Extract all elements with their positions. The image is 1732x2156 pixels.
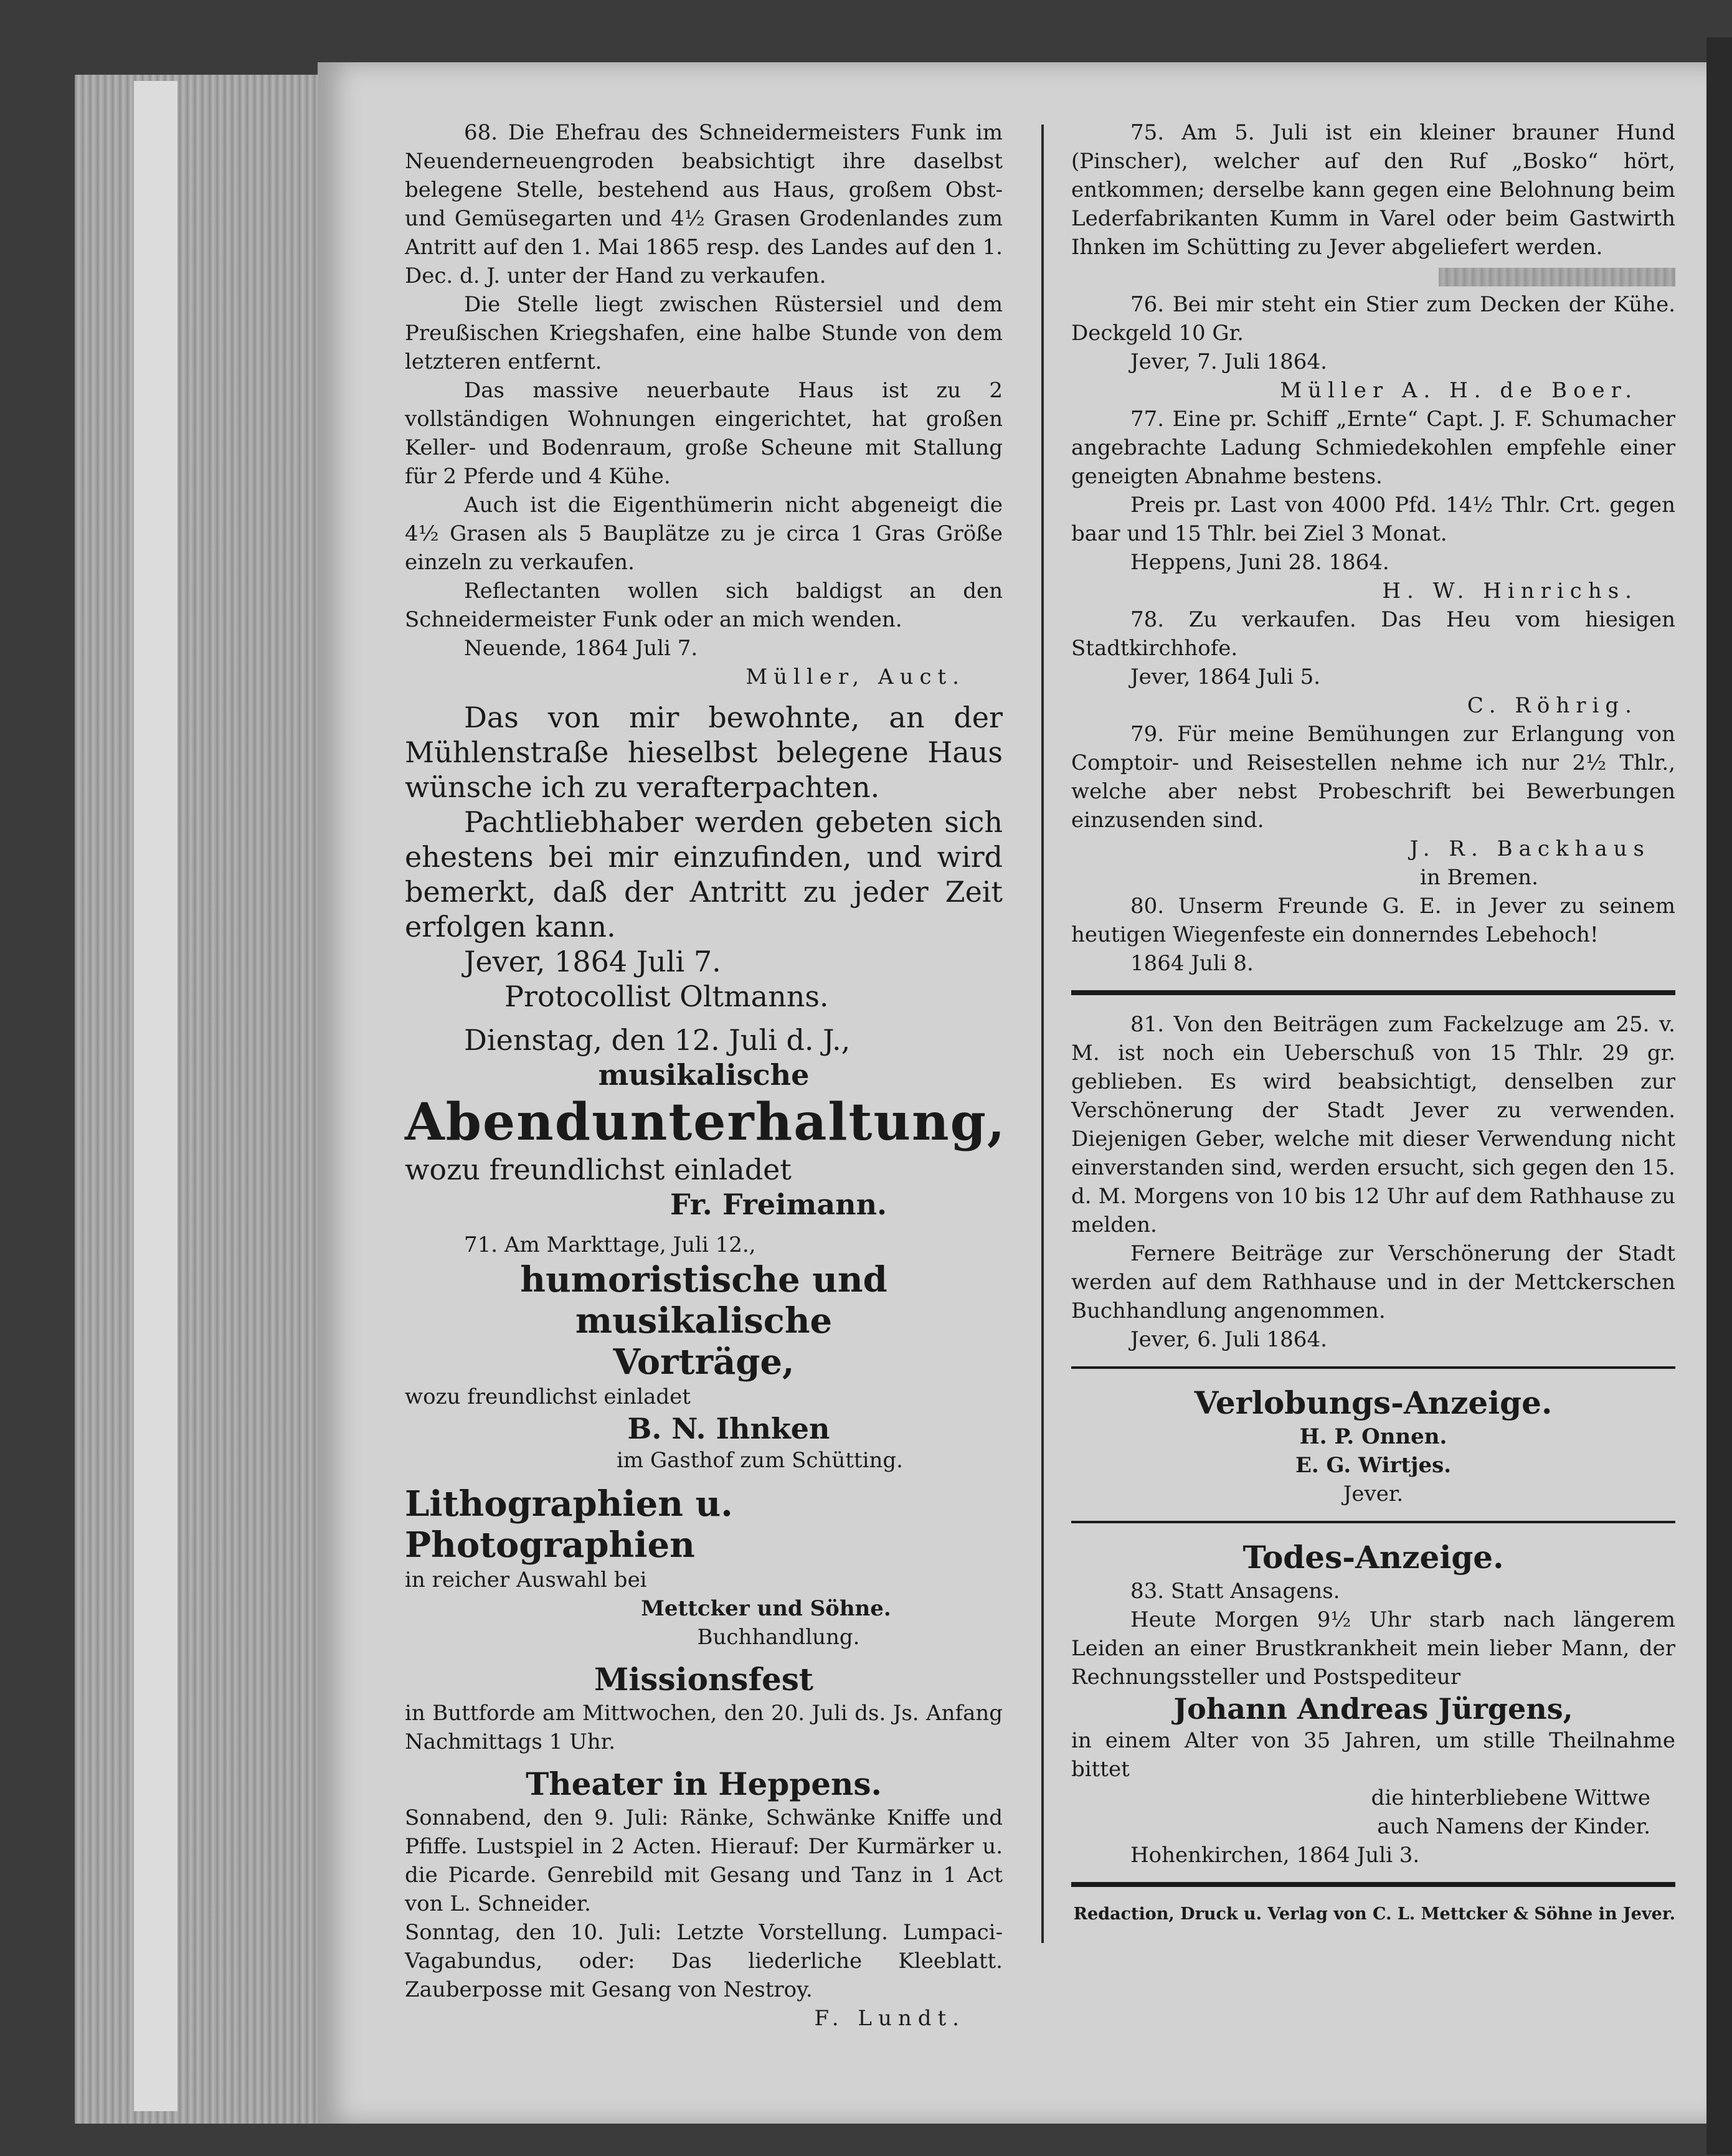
left-column — [405, 118, 1006, 2033]
ad-78-text: 78. Zu verkaufen. Das Heu vom hiesigen Stadtkirchhofe. — [1071, 607, 1675, 661]
ad-70-title: Abendunterhaltung, — [405, 1092, 1006, 1152]
ad-71-invite: wozu freundlichst einladet — [405, 1384, 691, 1409]
ad-79-place: in Bremen. — [1419, 865, 1538, 890]
ad-78-date: Jever, 1864 Juli 5. — [1130, 664, 1321, 689]
ad-81-date: Jever, 6. Juli 1864. — [1130, 1327, 1327, 1352]
ad-68-para-3: Das massive neuerbaute Haus ist zu 2 vollständigen Wohnungen eingerichtet, hat großen Keller- und Bodenraum, große Scheune mit Stallung für 2 Pferde und 4 Kühe. — [405, 378, 1003, 489]
ad-83-date: Hohenkirchen, 1864 Juli 3. — [1130, 1843, 1420, 1868]
ad-68-date: Neuende, 1864 Juli 7. — [464, 636, 698, 661]
theater-sunday: Sonntag, den 10. Juli: Letzte Vorstellung. Lumpaci-Vagabundus, oder: Das liederliche Kleeblatt. Zauberposse mit Gesang von Nestroy. — [405, 1920, 1003, 2002]
theater-title: Theater in Heppens. — [526, 1766, 882, 1802]
section-rule — [1071, 1882, 1675, 1887]
engagement-place: Jever. — [1343, 1482, 1404, 1506]
ad-77-price: Preis pr. Last von 4000 Pfd. 14½ Thlr. Crt. gegen baar und 15 Thlr. bei Ziel 3 Monat. — [1071, 493, 1675, 546]
ad-79-signature: J. R. Backhaus — [1409, 836, 1650, 861]
ad-69-para-2: Pachtliebhaber werden gebeten sich ehestens bei mir einzufinden, und wird bemerkt, daß der Antritt zu jeder Zeit erfolgen kann. — [405, 805, 1003, 943]
imprint: Redaction, Druck u. Verlag von C. L. Mettcker & Söhne in Jever. — [1073, 1904, 1675, 1924]
ad-81-text-2: Fernere Beiträge zur Verschönerung der Stadt werden auf dem Rathhause und in der Mettckerschen Buchhandlung angenommen. — [1071, 1241, 1675, 1323]
theater-signature: F. Lundt. — [814, 2006, 965, 2031]
engagement-name-2: E. G. Wirtjes. — [1295, 1453, 1452, 1478]
ad-70-invite: wozu freundlichst einladet — [405, 1153, 792, 1186]
ad-71-title-1: humoristische und musikalische — [520, 1259, 887, 1341]
column-divider — [1041, 125, 1044, 1943]
ad-76-text: 76. Bei mir steht ein Stier zum Decken der Kühe. Deckgeld 10 Gr. — [1071, 292, 1675, 346]
mission-text: in Buttforde am Mittwochen, den 20. Juli ds. Js. Anfang Nachmittags 1 Uhr. — [405, 1701, 1003, 1754]
ad-71-date-line: 71. Am Markttage, Juli 12., — [464, 1232, 756, 1257]
engagement-name-1: H. P. Onnen. — [1299, 1424, 1447, 1449]
engagement-title: Verlobungs-Anzeige. — [1194, 1384, 1553, 1421]
ad-77-signature: H. W. Hinrichs. — [1382, 579, 1638, 603]
ad-83-text: Heute Morgen 9½ Uhr starb nach längerem Leiden an einer Brustkrankheit mein lieber Mann, der Rechnungssteller und Postspediteur — [1071, 1607, 1675, 1690]
ad-75-text: 75. Am 5. Juli ist ein kleiner brauner Hund (Pinscher), welcher auf den Ruf „Bosko“ hört, entkommen; derselbe kann gegen eine Belohnung beim Lederfabrikanten Kumm in Varel oder beim Gastwirth Ihnken im Schütting zu Jever abgeliefert werden. — [1071, 120, 1675, 260]
ad-77-date: Heppens, Juni 28. 1864. — [1130, 550, 1389, 575]
ad-83-signature-1: die hinterbliebene Wittwe — [1371, 1785, 1650, 1810]
right-column — [1071, 118, 1675, 1927]
section-rule — [1071, 990, 1675, 995]
ad-68-para-5: Reflectanten wollen sich baldigst an den Schneidermeister Funk oder an mich wenden. — [405, 579, 1003, 632]
ad-80-text: 80. Unserm Freunde G. E. in Jever zu seinem heutigen Wiegenfeste ein donnerndes Lebehoch! — [1071, 894, 1675, 947]
ad-68-signature: Müller, Auct. — [745, 664, 965, 689]
ad-70-date-line: Dienstag, den 12. Juli d. J., — [464, 1023, 851, 1057]
ad-80-date: 1864 Juli 8. — [1130, 951, 1254, 976]
facing-page-edge — [1706, 37, 1732, 2155]
ad-68-para-4: Auch ist die Eigenthümerin nicht abgeneigt die 4½ Grasen als 5 Bauplätze zu je circa 1 Gras Größe einzeln zu verkaufen. — [405, 493, 1003, 575]
litho-firm-2: Buchhandlung. — [697, 1625, 860, 1650]
smudged-text — [1439, 268, 1675, 286]
ad-71-title-2: Vorträge, — [613, 1341, 795, 1383]
litho-firm: Mettcker und Söhne. — [641, 1596, 891, 1621]
ad-83-signature-2: auch Namens der Kinder. — [1377, 1814, 1650, 1839]
book-page-edges — [75, 75, 324, 2124]
ad-77-text: 77. Eine pr. Schiff „Ernte“ Capt. J. F. Schumacher angebrachte Ladung Schmiedekohlen empfehle einer geneigten Abnahme bestens. — [1071, 407, 1675, 489]
ad-81-text: 81. Von den Beiträgen zum Fackelzuge am 25. v. M. ist noch ein Ueberschuß von 15 Thlr. 29 gr. geblieben. Es wird beabsichtigt, denselben zur Verschönerung der Stadt Jever zu verwenden. Diejenigen Geber, welche mit dieser Verwendung nicht einverstanden sind, werden ersucht, sich gegen den 15. d. M. Morgens von 10 bis 12 Uhr auf dem Rathhause zu melden. — [1071, 1012, 1675, 1237]
ad-68-para-2: Die Stelle liegt zwischen Rüstersiel und dem Preußischen Kriegshafen, eine halbe Stunde von dem letzteren entfernt. — [405, 292, 1003, 374]
section-rule — [1071, 1521, 1675, 1523]
section-rule — [1071, 1366, 1675, 1369]
ad-83-heading: 83. Statt Ansagens. — [1130, 1579, 1340, 1604]
ad-71-name: B. N. Ihnken — [627, 1412, 830, 1445]
death-notice-title: Todes-Anzeige. — [1242, 1539, 1504, 1576]
ad-79-text: 79. Für meine Bemühungen zur Erlangung von Comptoir- und Reisestellen nehme ich nur 2½ Thlr., welche aber nebst Probeschrift bei Bewerbungen einzusenden sind. — [1071, 722, 1675, 833]
ad-68-para-1: 68. Die Ehefrau des Schneidermeisters Funk im Neuenderneuengroden beabsichtigt ihre daselbst belegene Stelle, bestehend aus Haus, großem Obst- und Gemüsegarten und 4½ Grasen Grodenlandes zum Antritt auf den 1. Mai 1865 resp. des Landes auf den 1. Dec. d. J. unter der Hand zu verkaufen. — [405, 120, 1003, 288]
litho-title: Lithographien u. Photographien — [405, 1483, 733, 1566]
mission-title: Missionsfest — [594, 1661, 814, 1698]
ad-70-musik: musikalische — [598, 1058, 810, 1092]
book-page-stack — [134, 81, 177, 2111]
ad-69-para-1: Das von mir bewohnte, an der Mühlenstraße hieselbst belegene Haus wünsche ich zu verafterpachten. — [405, 701, 1003, 804]
theater-saturday: Sonnabend, den 9. Juli: Ränke, Schwänke Kniffe und Pfiffe. Lustspiel in 2 Acten. Hierauf: Der Kurmärker u. die Picarde. Genrebild mit Gesang und Tanz in 1 Act von L. Schneider. — [405, 1805, 1003, 1916]
ad-69-signature: Protocollist Oltmanns. — [504, 980, 829, 1013]
ad-69-date: Jever, 1864 Juli 7. — [464, 945, 721, 978]
ad-71-place: im Gasthof zum Schütting. — [617, 1448, 903, 1473]
litho-subtitle: in reicher Auswahl bei — [405, 1567, 647, 1592]
ad-76-date: Jever, 7. Juli 1864. — [1130, 349, 1327, 374]
ad-83-name: Johann Andreas Jürgens, — [1173, 1692, 1573, 1726]
ad-78-signature: C. Röhrig. — [1467, 693, 1638, 718]
ad-76-signature: Müller A. H. de Boer. — [1280, 378, 1638, 403]
ad-83-text-2: in einem Alter von 35 Jahren, um stille Theilnahme bittet — [1071, 1728, 1675, 1782]
ad-70-signature: Fr. Freimann. — [670, 1188, 887, 1221]
